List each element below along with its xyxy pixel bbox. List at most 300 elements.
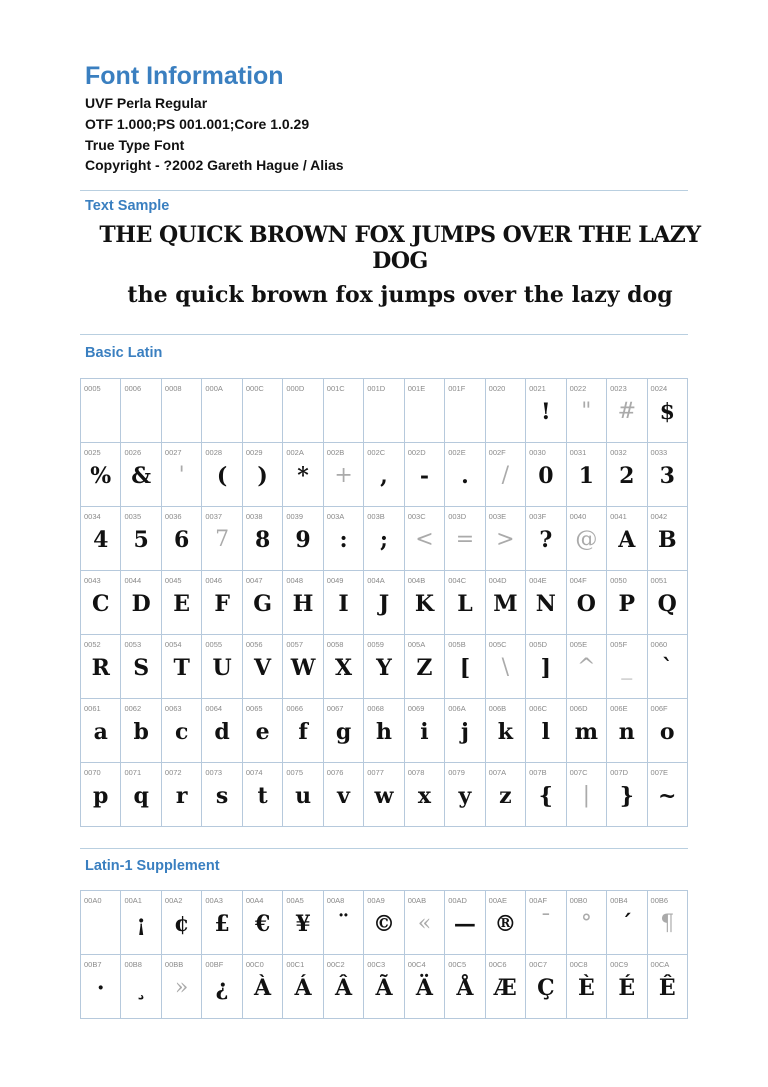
glyph-char: Y xyxy=(376,655,392,681)
glyph-char: m xyxy=(574,719,598,745)
glyph-char: K xyxy=(414,591,435,617)
glyph-char: 7 xyxy=(215,527,230,552)
glyph-cell xyxy=(243,699,283,763)
glyph-cell xyxy=(162,571,202,635)
glyph-code: 00A0 xyxy=(84,896,102,905)
glyph-char: [ xyxy=(459,655,471,681)
glyph-char: c xyxy=(174,719,189,745)
divider xyxy=(80,848,688,849)
glyph-char: B xyxy=(657,527,677,553)
glyph-code: 002C xyxy=(367,448,386,457)
section-heading-basic-latin: Basic Latin xyxy=(85,345,163,361)
glyph-cell xyxy=(283,699,323,763)
glyph-code: 003C xyxy=(407,512,426,521)
glyph-code: 0060 xyxy=(650,640,668,649)
glyph-char: L xyxy=(457,591,473,617)
glyph-code: 002E xyxy=(448,448,466,457)
glyph-cell xyxy=(445,699,485,763)
glyph-char: \ xyxy=(501,655,510,680)
glyph-code: 0061 xyxy=(84,704,101,713)
glyph-char: C xyxy=(91,591,110,617)
glyph-code: 00A9 xyxy=(367,896,385,905)
glyph-cell xyxy=(648,891,688,955)
glyph-code: 000C xyxy=(245,384,264,393)
glyph-code: 00A4 xyxy=(245,896,264,905)
glyph-char: Ç xyxy=(537,975,555,1001)
glyph-code: 002D xyxy=(407,448,426,457)
glyph-char: v xyxy=(337,783,350,809)
glyph-cell xyxy=(486,507,526,571)
glyph-char: ' xyxy=(178,463,185,488)
glyph-code: 00BF xyxy=(205,960,224,969)
glyph-code: 0066 xyxy=(286,704,304,713)
glyph-cell xyxy=(364,571,404,635)
glyph-cell xyxy=(607,955,647,1019)
glyph-cell xyxy=(364,955,404,1019)
glyph-code: 00A3 xyxy=(205,896,223,905)
glyph-cell xyxy=(486,763,526,827)
glyph-code: 00C1 xyxy=(286,960,305,969)
glyph-cell xyxy=(526,379,566,443)
glyph-code: 0042 xyxy=(650,512,668,521)
glyph-cell xyxy=(567,699,607,763)
glyph-code: 0020 xyxy=(488,384,506,393)
glyph-char: È xyxy=(577,975,595,1001)
glyph-cell xyxy=(324,699,364,763)
glyph-code: 004D xyxy=(488,576,507,585)
glyph-code: 0027 xyxy=(164,448,182,457)
glyph-code: 002B xyxy=(326,448,345,457)
sample-uppercase: THE QUICK BROWN FOX JUMPS OVER THE LAZY DOG xyxy=(99,222,701,274)
glyph-code: 004B xyxy=(407,576,426,585)
glyph-cell xyxy=(283,507,323,571)
glyph-char: " xyxy=(581,399,592,424)
glyph-code: 007E xyxy=(650,768,669,777)
glyph-char: À xyxy=(254,975,272,1001)
glyph-code: 007C xyxy=(569,768,588,777)
glyph-code: 002A xyxy=(286,448,304,457)
glyph-code: 0044 xyxy=(124,576,142,585)
font-version: OTF 1.000;PS 001.001;Core 1.0.29 xyxy=(85,116,310,132)
glyph-cell xyxy=(607,763,647,827)
glyph-code: 0057 xyxy=(286,640,304,649)
glyph-code: 0073 xyxy=(205,768,223,777)
glyph-char: . xyxy=(461,463,469,489)
glyph-cell xyxy=(324,891,364,955)
glyph-char: O xyxy=(576,591,596,617)
glyph-code: 0052 xyxy=(84,640,101,649)
glyph-cell xyxy=(243,955,283,1019)
glyph-code: 007B xyxy=(529,768,547,777)
glyph-char: ¡ xyxy=(136,911,147,937)
glyph-code: 0079 xyxy=(448,768,465,777)
glyph-char: Ê xyxy=(658,975,676,1001)
glyph-code: 0041 xyxy=(610,512,627,521)
glyph-char: H xyxy=(292,591,314,617)
glyph-char: p xyxy=(93,783,109,809)
glyph-code: 0056 xyxy=(245,640,263,649)
glyph-cell xyxy=(243,571,283,635)
glyph-cell xyxy=(607,443,647,507)
glyph-char: ¥ xyxy=(295,911,311,937)
section-heading-latin1: Latin-1 Supplement xyxy=(85,858,220,874)
glyph-char: $ xyxy=(659,399,675,425)
glyph-char: d xyxy=(214,719,230,745)
glyph-code: 00AE xyxy=(488,896,508,905)
glyph-code: 0058 xyxy=(326,640,344,649)
glyph-char: Z xyxy=(416,655,433,681)
glyph-char: t xyxy=(257,783,268,809)
glyph-code: 00AD xyxy=(448,896,467,905)
glyph-char: < xyxy=(415,527,434,552)
glyph-code: 0072 xyxy=(164,768,182,777)
glyph-cell xyxy=(324,443,364,507)
glyph-cell xyxy=(486,635,526,699)
glyph-cell xyxy=(283,443,323,507)
glyph-code: 0048 xyxy=(286,576,304,585)
glyph-char: ! xyxy=(541,399,551,425)
glyph-cell xyxy=(526,443,566,507)
glyph-cell xyxy=(243,507,283,571)
glyph-char: M xyxy=(493,591,518,617)
basic-latin-grid xyxy=(80,378,688,827)
glyph-cell xyxy=(202,443,242,507)
glyph-cell xyxy=(121,763,161,827)
glyph-code: 001F xyxy=(448,384,466,393)
glyph-code: 005A xyxy=(407,640,426,649)
glyph-char: D xyxy=(131,591,151,617)
glyph-code: 0028 xyxy=(205,448,223,457)
glyph-code: 0049 xyxy=(326,576,344,585)
glyph-cell xyxy=(526,763,566,827)
glyph-cell xyxy=(283,955,323,1019)
glyph-code: 0077 xyxy=(367,768,384,777)
glyph-cell xyxy=(243,379,283,443)
glyph-code: 00B0 xyxy=(569,896,588,905)
glyph-cell xyxy=(648,443,688,507)
glyph-code: 00A5 xyxy=(286,896,304,905)
glyph-cell xyxy=(202,891,242,955)
glyph-code: 00B6 xyxy=(650,896,669,905)
glyph-cell xyxy=(445,955,485,1019)
glyph-code: 00CA xyxy=(650,960,670,969)
glyph-char: J xyxy=(378,591,390,617)
glyph-char: I xyxy=(338,591,349,617)
glyph-code: 000D xyxy=(286,384,305,393)
glyph-cell xyxy=(526,891,566,955)
glyph-char: 4 xyxy=(93,527,109,553)
glyph-char: i xyxy=(420,719,429,745)
glyph-char: ^ xyxy=(577,655,596,680)
glyph-char: r xyxy=(175,783,188,809)
glyph-code: 0029 xyxy=(245,448,263,457)
glyph-code: 001E xyxy=(407,384,426,393)
glyph-cell xyxy=(486,379,526,443)
glyph-code: 005E xyxy=(569,640,588,649)
glyph-cell xyxy=(364,763,404,827)
font-name: UVF Perla Regular xyxy=(85,95,208,111)
glyph-char: T xyxy=(173,655,190,681)
glyph-cell xyxy=(283,635,323,699)
glyph-char: A xyxy=(618,527,636,553)
glyph-code: 006F xyxy=(650,704,668,713)
glyph-code: 0045 xyxy=(164,576,182,585)
glyph-code: 00AB xyxy=(407,896,427,905)
glyph-code: 007D xyxy=(610,768,628,777)
glyph-cell xyxy=(648,763,688,827)
glyph-cell xyxy=(445,763,485,827)
glyph-char: E xyxy=(173,591,191,617)
glyph-cell xyxy=(81,571,121,635)
glyph-cell xyxy=(162,635,202,699)
glyph-cell xyxy=(648,635,688,699)
glyph-cell xyxy=(567,955,607,1019)
glyph-char: @ xyxy=(575,527,598,552)
glyph-code: 004F xyxy=(569,576,587,585)
glyph-cell xyxy=(364,507,404,571)
glyph-char: u xyxy=(295,783,312,809)
glyph-cell xyxy=(121,379,161,443)
glyph-cell xyxy=(405,379,445,443)
font-copyright: Copyright - ?2002 Gareth Hague / Alias xyxy=(85,157,344,173)
glyph-char: Q xyxy=(657,591,677,617)
glyph-code: 0021 xyxy=(529,384,546,393)
glyph-cell xyxy=(405,699,445,763)
glyph-cell xyxy=(283,571,323,635)
glyph-cell xyxy=(81,955,121,1019)
glyph-char: # xyxy=(617,399,637,424)
glyph-code: 00A8 xyxy=(326,896,345,905)
glyph-char: , xyxy=(380,463,388,489)
glyph-cell xyxy=(243,635,283,699)
glyph-code: 00C0 xyxy=(245,960,264,969)
glyph-code: 001D xyxy=(367,384,386,393)
glyph-char: Ä xyxy=(415,975,433,1001)
glyph-code: 00C9 xyxy=(610,960,628,969)
glyph-char: · xyxy=(96,975,105,1001)
glyph-cell xyxy=(243,891,283,955)
glyph-cell xyxy=(162,955,202,1019)
glyph-cell xyxy=(81,443,121,507)
glyph-code: 00C3 xyxy=(367,960,386,969)
glyph-code: 0075 xyxy=(286,768,304,777)
glyph-char: V xyxy=(254,655,272,681)
glyph-cell xyxy=(121,443,161,507)
glyph-code: 00C6 xyxy=(488,960,507,969)
glyph-cell xyxy=(121,635,161,699)
glyph-code: 002F xyxy=(488,448,506,457)
glyph-char: k xyxy=(497,719,514,745)
glyph-char: q xyxy=(133,783,149,809)
glyph-cell xyxy=(324,955,364,1019)
glyph-cell xyxy=(607,699,647,763)
glyph-cell xyxy=(81,699,121,763)
font-type: True Type Font xyxy=(85,137,185,153)
glyph-char: % xyxy=(90,463,112,489)
glyph-cell xyxy=(607,379,647,443)
glyph-cell xyxy=(202,507,242,571)
glyph-code: 00B4 xyxy=(610,896,628,905)
glyph-char: z xyxy=(499,783,512,809)
glyph-cell xyxy=(202,955,242,1019)
glyph-code: 006D xyxy=(569,704,588,713)
glyph-char: o xyxy=(659,719,675,745)
glyph-code: 003F xyxy=(529,512,547,521)
glyph-char: * xyxy=(297,463,309,489)
glyph-code: 000A xyxy=(205,384,223,393)
glyph-code: 003A xyxy=(326,512,345,521)
glyph-code: 006B xyxy=(488,704,507,713)
glyph-code: 0024 xyxy=(650,384,668,393)
glyph-char: 0 xyxy=(538,463,554,489)
glyph-cell xyxy=(486,571,526,635)
glyph-code: 005C xyxy=(488,640,507,649)
glyph-cell xyxy=(405,507,445,571)
glyph-char: ´ xyxy=(621,911,633,937)
glyph-cell xyxy=(445,379,485,443)
glyph-code: 0078 xyxy=(407,768,425,777)
glyph-char: É xyxy=(618,975,636,1001)
glyph-char: + xyxy=(334,463,353,488)
glyph-code: 0033 xyxy=(650,448,668,457)
glyph-code: 00C2 xyxy=(326,960,345,969)
glyph-char: b xyxy=(133,719,149,745)
glyph-cell xyxy=(526,635,566,699)
glyph-code: 00C7 xyxy=(529,960,548,969)
glyph-cell xyxy=(648,955,688,1019)
glyph-code: 0050 xyxy=(610,576,627,585)
glyph-code: 004A xyxy=(367,576,385,585)
glyph-code: 0062 xyxy=(124,704,142,713)
glyph-cell xyxy=(81,763,121,827)
glyph-char: 2 xyxy=(619,463,635,489)
glyph-cell xyxy=(486,443,526,507)
glyph-cell xyxy=(202,571,242,635)
glyph-char: y xyxy=(458,783,472,809)
glyph-code: 00C4 xyxy=(407,960,426,969)
glyph-char: « xyxy=(417,911,432,936)
glyph-char: a xyxy=(93,719,108,745)
page-title: Font Information xyxy=(85,62,284,90)
latin1-grid xyxy=(80,890,688,1019)
glyph-cell xyxy=(202,379,242,443)
glyph-char: ] xyxy=(540,655,552,681)
glyph-code: 003E xyxy=(488,512,507,521)
glyph-char: - xyxy=(419,463,430,489)
glyph-char: X xyxy=(334,655,353,681)
glyph-char: ° xyxy=(580,911,592,936)
glyph-code: 0046 xyxy=(205,576,223,585)
glyph-char: 1 xyxy=(578,463,594,489)
glyph-cell xyxy=(121,891,161,955)
glyph-char: G xyxy=(253,591,272,617)
glyph-code: 0055 xyxy=(205,640,223,649)
glyph-cell xyxy=(445,891,485,955)
glyph-code: 0032 xyxy=(610,448,627,457)
glyph-char: } xyxy=(619,783,634,809)
glyph-code: 00BB xyxy=(164,960,184,969)
glyph-cell xyxy=(405,443,445,507)
glyph-cell xyxy=(567,635,607,699)
glyph-cell xyxy=(324,763,364,827)
glyph-char: ¯ xyxy=(540,911,552,936)
glyph-cell xyxy=(283,891,323,955)
glyph-cell xyxy=(405,891,445,955)
glyph-cell xyxy=(445,571,485,635)
glyph-cell xyxy=(364,891,404,955)
glyph-char: : xyxy=(339,527,348,553)
glyph-cell xyxy=(445,443,485,507)
glyph-char: Â xyxy=(334,975,353,1001)
glyph-char: _ xyxy=(621,655,633,680)
glyph-cell xyxy=(162,507,202,571)
glyph-cell xyxy=(567,443,607,507)
glyph-cell xyxy=(364,379,404,443)
glyph-char: ¢ xyxy=(174,911,190,937)
glyph-cell xyxy=(243,443,283,507)
glyph-cell xyxy=(324,571,364,635)
glyph-cell xyxy=(162,763,202,827)
glyph-cell xyxy=(405,763,445,827)
glyph-code: 0025 xyxy=(84,448,101,457)
glyph-code: 0005 xyxy=(84,384,101,393)
glyph-cell xyxy=(486,891,526,955)
glyph-cell xyxy=(324,379,364,443)
glyph-code: 0035 xyxy=(124,512,142,521)
glyph-char: w xyxy=(374,783,394,809)
glyph-code: 0076 xyxy=(326,768,344,777)
glyph-cell xyxy=(364,443,404,507)
glyph-cell xyxy=(607,571,647,635)
glyph-code: 0047 xyxy=(245,576,263,585)
glyph-char: ) xyxy=(257,463,268,489)
glyph-code: 00AF xyxy=(529,896,548,905)
glyph-char: W xyxy=(290,655,316,681)
glyph-cell xyxy=(162,699,202,763)
glyph-cell xyxy=(486,699,526,763)
divider xyxy=(80,190,688,191)
glyph-cell xyxy=(405,955,445,1019)
glyph-cell xyxy=(364,635,404,699)
glyph-cell xyxy=(486,955,526,1019)
glyph-code: 005F xyxy=(610,640,628,649)
glyph-cell xyxy=(202,635,242,699)
glyph-code: 0023 xyxy=(610,384,627,393)
glyph-char: ( xyxy=(216,463,228,489)
glyph-char: — xyxy=(453,911,476,937)
glyph-cell xyxy=(81,507,121,571)
glyph-cell xyxy=(243,763,283,827)
glyph-code: 0070 xyxy=(84,768,101,777)
glyph-char: n xyxy=(618,719,635,745)
sample-lowercase: the quick brown fox jumps over the lazy dog xyxy=(127,282,673,308)
glyph-cell xyxy=(567,571,607,635)
glyph-char: F xyxy=(214,591,230,617)
glyph-code: 00B8 xyxy=(124,960,142,969)
glyph-cell xyxy=(567,763,607,827)
glyph-char: £ xyxy=(214,911,230,937)
glyph-code: 001C xyxy=(326,384,345,393)
glyph-char: = xyxy=(455,527,475,552)
glyph-code: 006C xyxy=(529,704,548,713)
glyph-char: ¶ xyxy=(660,911,675,936)
glyph-char: 3 xyxy=(659,463,675,489)
glyph-char: ~ xyxy=(658,783,677,809)
glyph-cell xyxy=(121,955,161,1019)
glyph-code: 003D xyxy=(448,512,467,521)
glyph-cell xyxy=(405,635,445,699)
glyph-cell xyxy=(324,507,364,571)
